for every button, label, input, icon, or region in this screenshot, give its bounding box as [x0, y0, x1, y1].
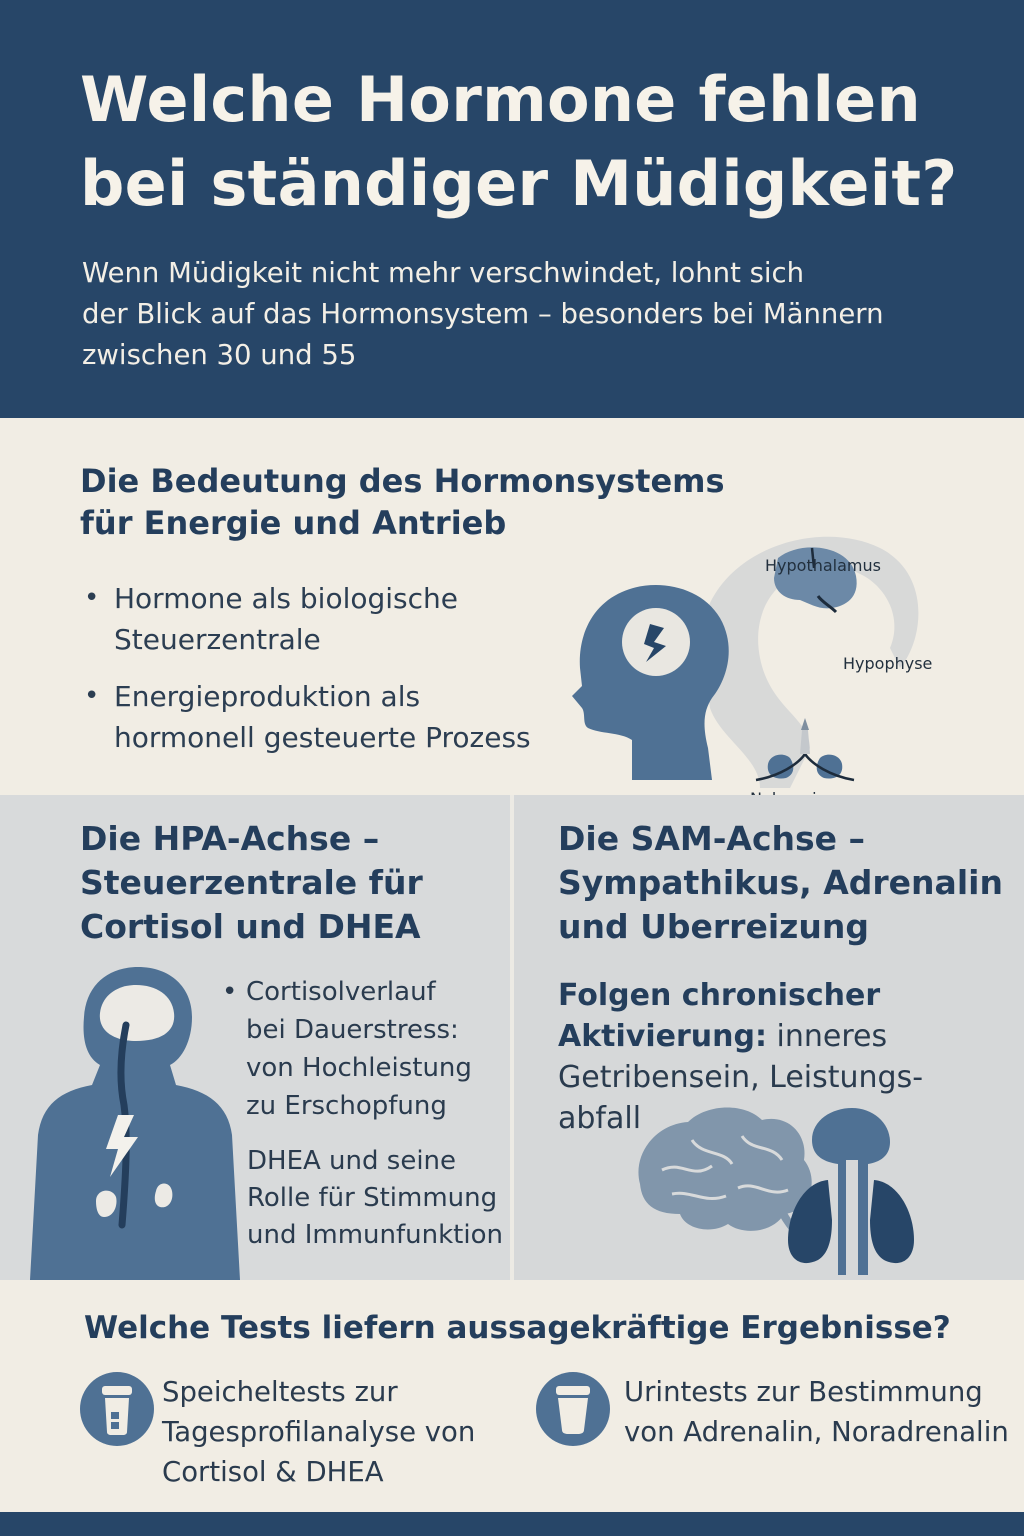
test-line: Cortisol & DHEA — [162, 1456, 384, 1488]
test-text — [162, 1372, 475, 1492]
consequence-rest: inneres — [766, 1019, 888, 1054]
bullet-line: hormonell gesteuerte Prozess — [114, 721, 531, 754]
title-line-2: bei ständiger Müdigkeit? — [80, 147, 958, 220]
page-subtitle — [82, 253, 992, 376]
heading-line: und Uberreizung — [558, 907, 869, 946]
bullet-line: von Hochleistung — [246, 1053, 472, 1083]
bullet-line: • Hormone als biologische — [114, 582, 459, 615]
test-line: Speicheltests zur — [162, 1376, 398, 1408]
hormone-system-section — [0, 418, 1024, 795]
brain-lungs-icon — [632, 1100, 932, 1275]
page-title — [80, 58, 1000, 226]
section-heading-hpa — [80, 817, 423, 949]
hormone-bullet-list — [82, 578, 531, 774]
bullet-text — [246, 973, 472, 1125]
human-body-icon — [30, 965, 240, 1280]
tests-section — [0, 1280, 1024, 1512]
dhea-text — [247, 1143, 503, 1254]
label-hypothalamus: Hypothalamus — [765, 556, 881, 575]
consequence-bold: Folgen chronischer — [558, 978, 881, 1013]
bullet-line: zu Erschopfung — [246, 1091, 447, 1121]
heading-line: Sympathikus, Adrenalin — [558, 863, 1003, 902]
heading-line: Die SAM-Achse – — [558, 819, 866, 858]
list-item — [82, 676, 531, 758]
test-line: Urintests zur Bestimmung — [624, 1376, 983, 1408]
dhea-line: DHEA und seine — [247, 1146, 457, 1176]
header-banner — [0, 0, 1024, 418]
footer-bar — [0, 1512, 1024, 1536]
head-brain-illustration — [560, 518, 980, 808]
test-line: von Adrenalin, Noradrenalin — [624, 1416, 1009, 1448]
consequence-line: Getribensein, Leistungs- — [558, 1060, 924, 1095]
bullet-line: Steuerzentrale — [114, 623, 321, 656]
bullet-line: Cortisolverlauf — [246, 977, 436, 1007]
section-heading-tests: Welche Tests liefern aussagekräftige Ergebnisse? — [84, 1310, 951, 1346]
bullet-line: • Energieproduktion als — [114, 680, 421, 713]
bullet-dot: • — [222, 977, 238, 1007]
subtitle-line-2: der Blick auf das Hormonsystem – besonders bei Männern — [82, 298, 884, 330]
subtitle-line-1: Wenn Müdigkeit nicht mehr verschwindet, lohnt sich — [82, 257, 805, 289]
list-item — [82, 578, 531, 660]
sam-axis-panel — [514, 795, 1024, 1280]
saliva-tube-icon — [80, 1372, 154, 1446]
hpa-axis-panel — [0, 795, 510, 1280]
title-line-1: Welche Hormone fehlen — [80, 63, 921, 136]
dhea-line: Rolle für Stimmung — [247, 1183, 498, 1213]
consequence-line: abfall — [558, 1101, 642, 1136]
test-text — [624, 1372, 1009, 1452]
heading-line: Cortisol und DHEA — [80, 907, 421, 946]
heading-line: für Energie und Antrieb — [80, 504, 507, 542]
heading-line: Steuerzentrale für — [80, 863, 423, 902]
consequence-line — [558, 1016, 923, 1057]
subtitle-line-3: zwischen 30 und 55 — [82, 339, 357, 371]
test-line: Tagesprofilanalyse von — [162, 1416, 476, 1448]
heading-line: Die HPA-Achse – — [80, 819, 380, 858]
heading-line: Die Bedeutung des Hormonsystems — [80, 462, 725, 500]
consequence-bold: Aktivierung: — [558, 1019, 767, 1054]
label-hypophyse: Hypophyse — [843, 654, 933, 673]
urine-cup-icon — [536, 1372, 610, 1446]
bullet-line: bei Dauerstress: — [246, 1015, 459, 1045]
consequence-line — [558, 975, 923, 1016]
section-heading-sam — [558, 817, 1003, 949]
dhea-line: und Immunfunktion — [247, 1220, 503, 1250]
